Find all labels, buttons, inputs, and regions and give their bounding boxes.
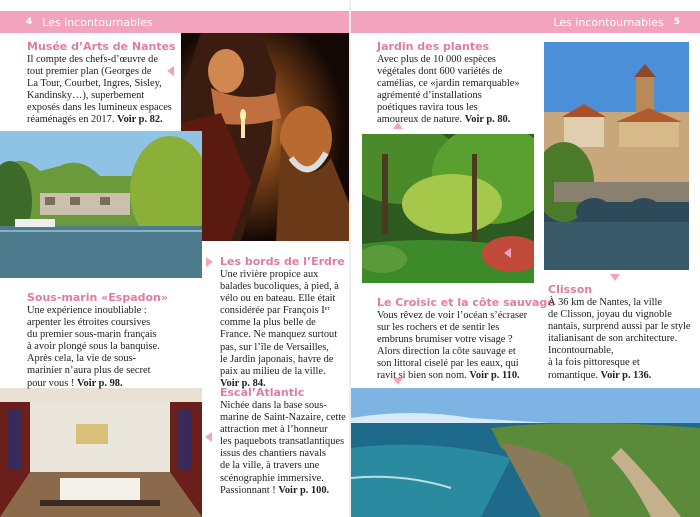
croisic-title: Le Croisic et la côte sauvage <box>377 296 555 309</box>
arrow-left-icon <box>205 432 212 442</box>
sousmarin-text: Une expérience inoubliable : arpenter les étroites coursives du premier sous-marin français à avoir plongé sous la banquise. Après cela, la vie de sous- marinier n’aura plus de secret pour vous ! Voir p. 98. <box>27 305 160 389</box>
painting-photo <box>181 33 349 241</box>
clisson-title: Clisson <box>548 283 593 296</box>
arrow-down-icon <box>393 378 403 385</box>
jardin-photo <box>362 134 534 283</box>
escal-atlantic-photo <box>0 388 202 517</box>
arrow-up-icon <box>610 274 620 281</box>
arrow-left-icon <box>504 248 511 258</box>
jardin-title: Jardin des plantes <box>377 40 490 53</box>
croisic-text: Vous rêvez de voir l’océan s’écraser sur les rochers et de sentir les embruns brumiser votre visage ? Alors direction la côte sauvage et son littoral ciselé par les eaux, qui ravit si bien son nom. Voir p. 110. <box>377 310 528 382</box>
erdre-text: Une rivière propice aux balades bucoliques, à pied, à vélo ou en bateau. Elle était considérée par François Iᵉʳ comme la plus belle de France. Ne manquez surtout pas, sur l’île de Versailles, le Jardin japonais, havre de paix au milieu de la ville. Voir p. 84. <box>220 269 339 389</box>
left-page-header <box>0 11 349 33</box>
erdre-title: Les bords de l’Erdre <box>220 255 345 268</box>
jardin-text: Avec plus de 10 000 espèces végétales dont 600 variétés de camélias, ce «jardin remarquable» agrémenté d’installations poétiques ravira tous les amoureux de nature. Voir p. 80. <box>377 54 520 126</box>
arrow-right-icon <box>206 257 213 267</box>
musee-title: Musée d’Arts de Nantes <box>27 40 176 53</box>
jardin-ref: Voir p. 80. <box>464 114 511 126</box>
right-page-header <box>351 11 700 33</box>
erdre-ref: Voir p. 84. <box>220 377 266 389</box>
sousmarin-title: Sous-marin «Espadon» <box>27 291 168 304</box>
right-header-title: Les incontournables <box>553 15 664 29</box>
erdre-photo <box>0 131 202 278</box>
croisic-photo <box>351 388 700 517</box>
escal-ref: Voir p. 100. <box>278 484 330 496</box>
clisson-ref: Voir p. 136. <box>600 369 652 381</box>
sousmarin-ref: Voir p. 98. <box>76 377 123 389</box>
clisson-text: À 36 km de Nantes, la ville de Clisson, joyau du vignoble nantais, surprend aussi par le style italianisant de son architecture. Incontournable, à la fois pittoresque et romantique. Voir p. 136. <box>548 297 691 381</box>
escal-text: Nichée dans la base sous- marine de Saint-Nazaire, cette attraction met à l’honneur les paquebots transatlantiques issus des chantiers navals de la ville, à travers une scénographie immersive. Passionnant ! Voir p. 100. <box>220 400 346 496</box>
arrow-left-icon <box>167 66 174 76</box>
arrow-up-icon <box>393 122 403 129</box>
right-page-number: 5 <box>673 17 680 27</box>
left-header-title: Les incontournables <box>42 15 153 29</box>
croisic-ref: Voir p. 110. <box>469 370 520 382</box>
escal-title: Escal’Atlantic <box>220 386 305 399</box>
left-page-number: 4 <box>26 17 33 27</box>
musee-ref: Voir p. 82. <box>117 114 163 126</box>
clisson-photo <box>544 42 689 270</box>
musee-text: Il compte des chefs-d’œuvre de tout premier plan (Georges de La Tour, Courbet, Ingres, Sisley, Kandinsky…), superbement exposés dans les lumineux espaces réaménagés en 2017. Voir p. 82. <box>27 54 172 126</box>
